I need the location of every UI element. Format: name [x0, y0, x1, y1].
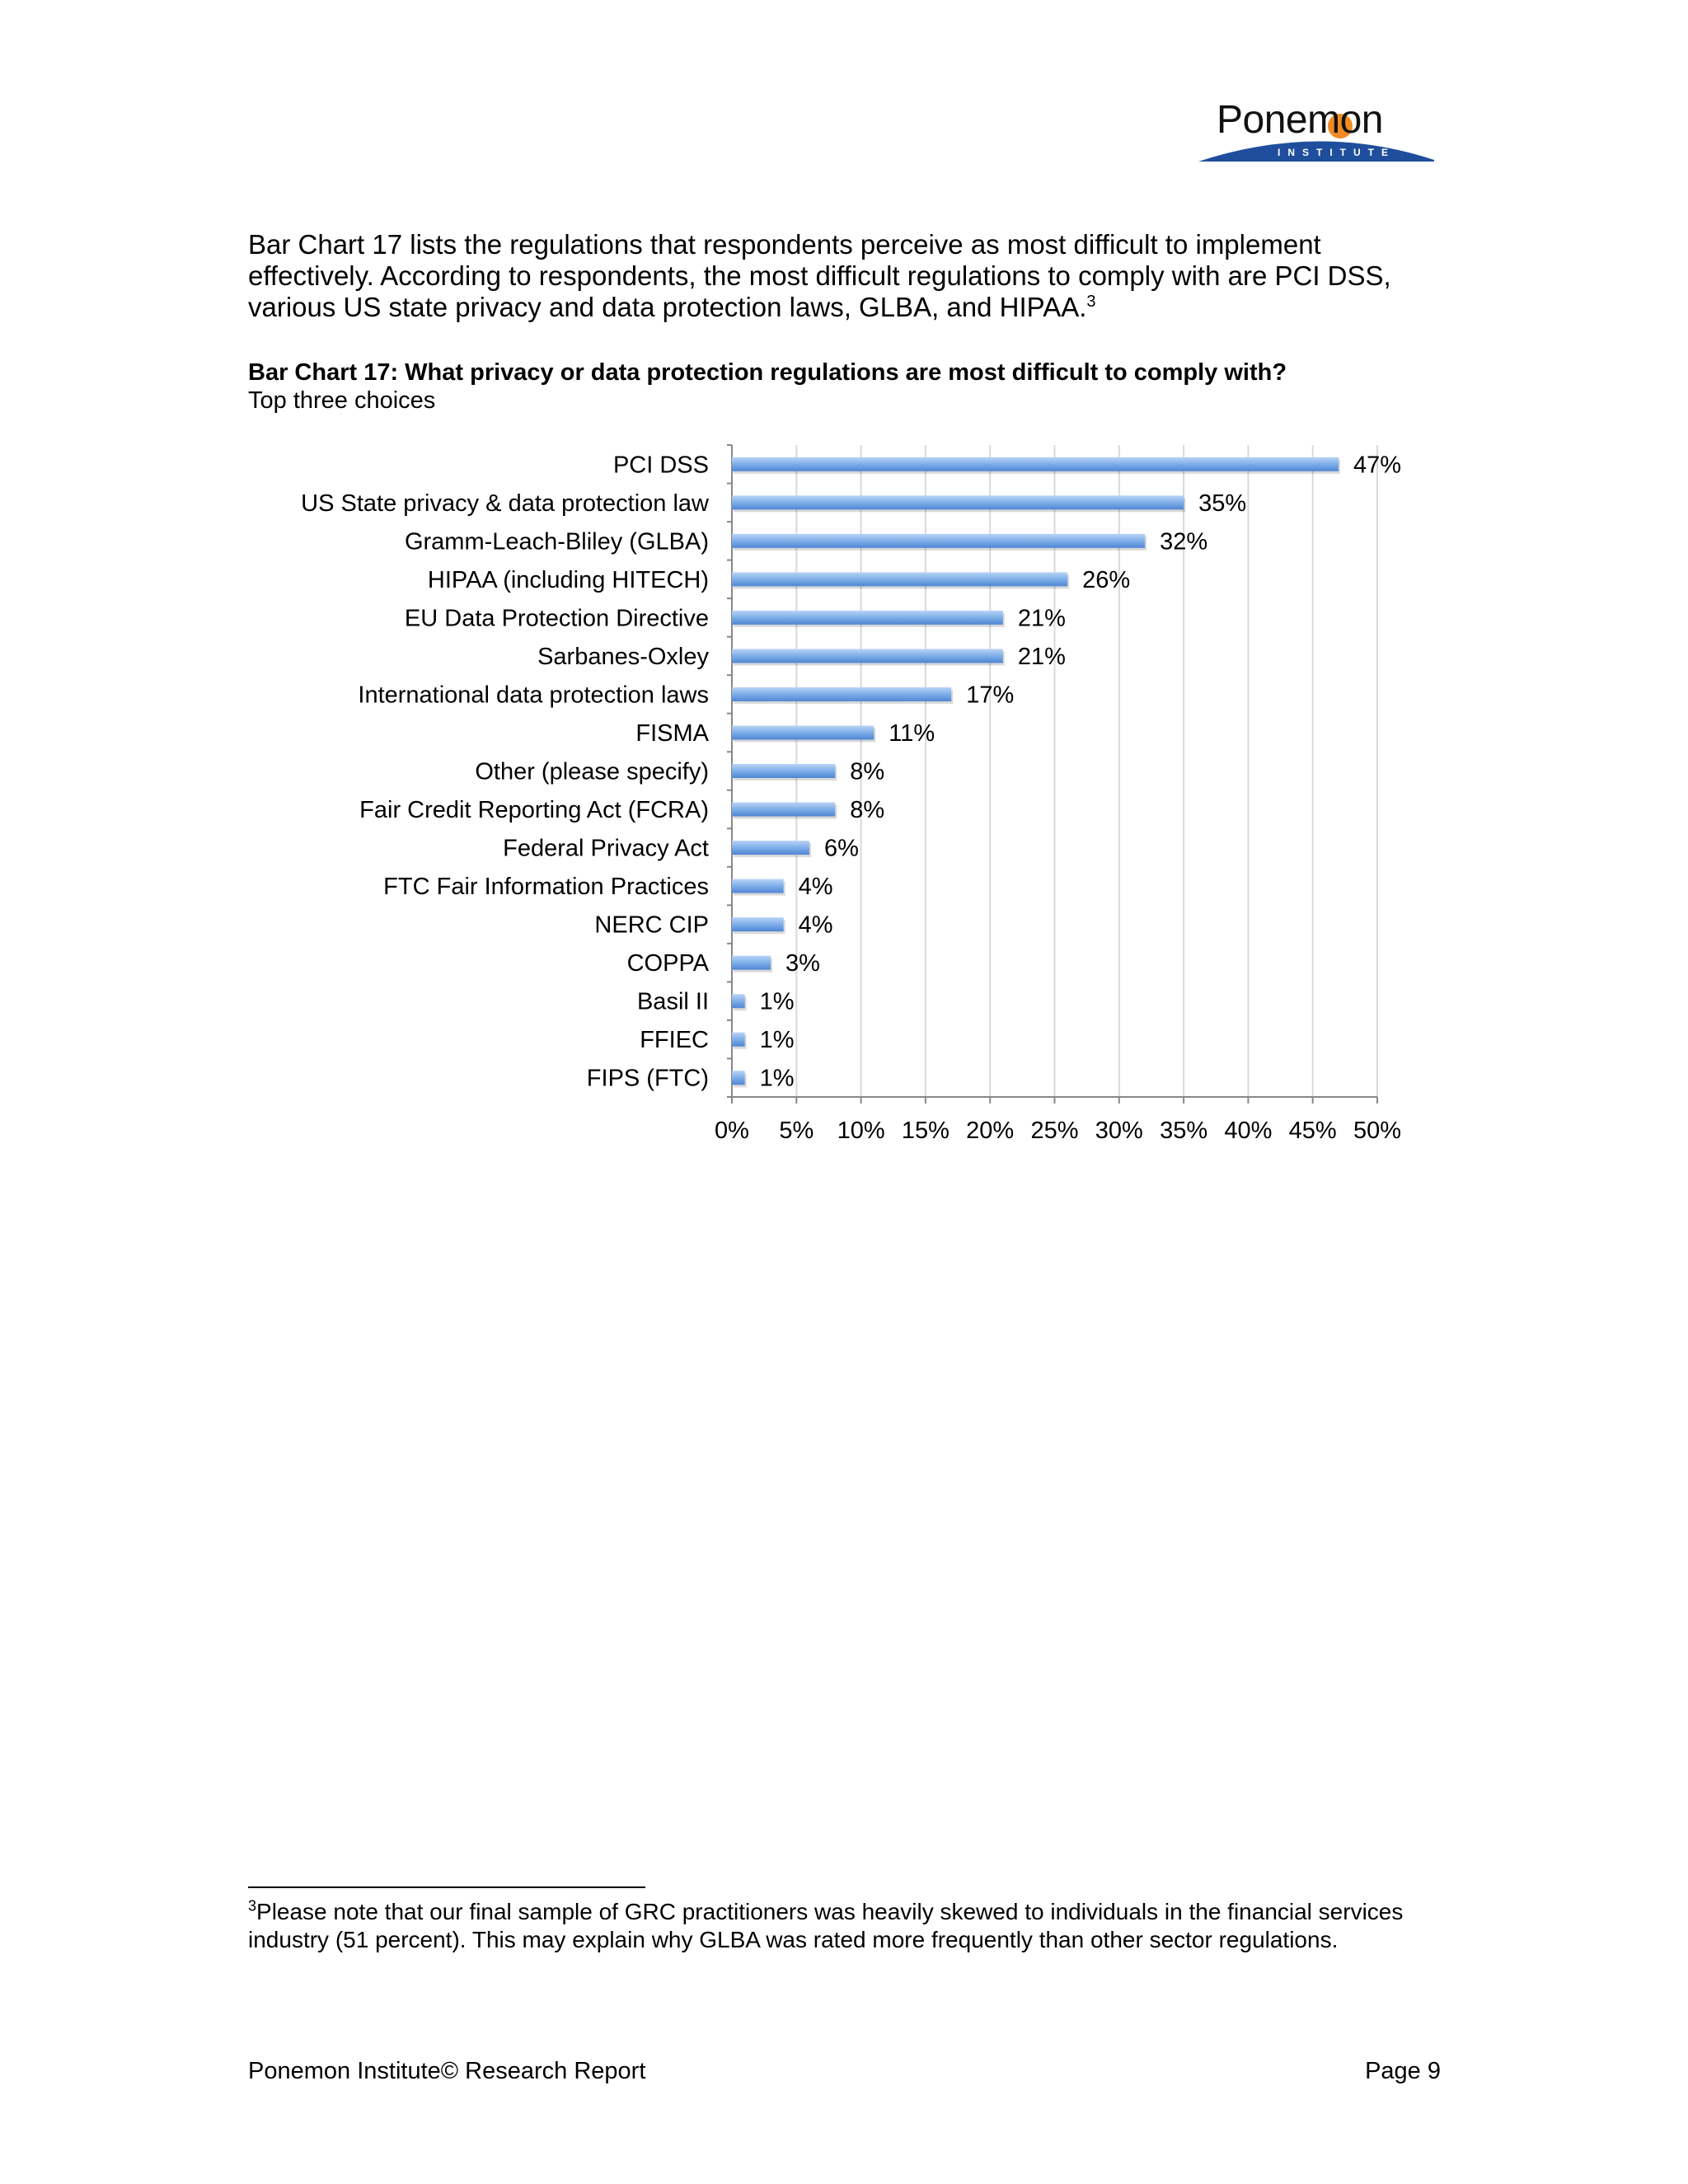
bar — [732, 649, 1003, 663]
bar — [732, 457, 1339, 471]
x-tick-label: 5% — [779, 1118, 814, 1144]
chart-subtitle: Top three choices — [248, 387, 436, 414]
data-label: 3% — [785, 950, 820, 977]
category-label: Fair Credit Reporting Act (FCRA) — [359, 797, 709, 824]
x-tick-label: 0% — [715, 1118, 749, 1144]
category-label: Basil II — [636, 988, 709, 1015]
bar — [732, 841, 809, 855]
bar — [732, 1033, 745, 1047]
bar — [732, 803, 835, 817]
footnote-number: 3 — [248, 1897, 257, 1915]
bar — [732, 611, 1003, 625]
category-label: Other (please specify) — [475, 758, 709, 785]
x-tick-label: 50% — [1353, 1118, 1402, 1144]
footnote — [248, 1898, 1443, 1954]
data-label: 4% — [798, 912, 833, 939]
data-label: 21% — [1017, 605, 1066, 632]
bar — [732, 687, 951, 701]
category-label: Gramm-Leach-Bliley (GLBA) — [404, 528, 709, 555]
bar — [732, 534, 1145, 548]
x-tick-label: 15% — [901, 1118, 950, 1144]
footer-report-name: Ponemon Institute© Research Report — [248, 2058, 646, 2084]
chart-title: Bar Chart 17: What privacy or data protection regulations are most difficult to comply with? — [248, 359, 1287, 386]
data-label: 17% — [966, 682, 1015, 709]
logo-text: Ponemon — [1217, 98, 1383, 142]
category-label: International data protection laws — [358, 682, 709, 709]
data-label: 1% — [759, 1027, 795, 1054]
category-label: FIPS (FTC) — [586, 1065, 709, 1092]
intro-text: Bar Chart 17 lists the regulations that respondents perceive as most difficult to implement effectively. According to respondents, the most difficult regulations to comply with are PCI DSS, various US state privacy and data protection laws, GLBA, and HIPAA. — [248, 229, 1391, 322]
bar — [732, 764, 835, 778]
data-label: 32% — [1160, 528, 1208, 555]
bar — [732, 495, 1184, 509]
data-label: 8% — [850, 797, 885, 824]
intro-footnote-ref: 3 — [1086, 293, 1096, 311]
data-label: 35% — [1198, 490, 1247, 517]
category-label: US State privacy & data protection law — [301, 490, 709, 517]
category-label: PCI DSS — [612, 452, 709, 479]
x-tick-label: 10% — [837, 1118, 885, 1144]
category-label: EU Data Protection Directive — [404, 605, 709, 632]
bar — [732, 994, 745, 1008]
category-label: Sarbanes-Oxley — [537, 643, 709, 670]
logo-subtext: INSTITUTE — [1278, 147, 1395, 158]
data-label: 8% — [850, 758, 885, 785]
x-tick-label: 30% — [1095, 1118, 1143, 1144]
data-label: 1% — [759, 988, 795, 1015]
footer-page-number: Page 9 — [1365, 2058, 1441, 2084]
data-label: 4% — [798, 874, 833, 901]
data-label: 11% — [889, 719, 935, 747]
category-label: Federal Privacy Act — [503, 835, 709, 862]
footnote-divider — [248, 1886, 645, 1888]
category-label: FTC Fair Information Practices — [383, 874, 709, 901]
bar — [732, 917, 784, 931]
bar — [732, 1071, 745, 1085]
category-label: COPPA — [626, 950, 709, 977]
category-label: HIPAA (including HITECH) — [427, 566, 709, 593]
x-tick-label: 25% — [1030, 1118, 1079, 1144]
data-label: 21% — [1017, 643, 1066, 670]
data-label: 47% — [1353, 452, 1402, 479]
data-label: 1% — [759, 1065, 795, 1092]
x-tick-label: 35% — [1160, 1118, 1208, 1144]
data-label: 26% — [1082, 566, 1131, 593]
bar — [732, 725, 874, 739]
bar — [732, 879, 784, 893]
x-tick-label: 40% — [1224, 1118, 1273, 1144]
footnote-text: Please note that our final sample of GRC practitioners was heavily skewed to individuals in the financial services industry (51 percent). This may explain why GLBA was rated more frequently than other sector regulations. — [248, 1899, 1404, 1952]
category-label: FISMA — [635, 719, 709, 747]
bar — [732, 956, 771, 970]
bar — [732, 572, 1067, 586]
category-label: NERC CIP — [594, 912, 709, 939]
category-label: FFIEC — [640, 1027, 709, 1054]
data-label: 6% — [823, 835, 859, 862]
x-tick-label: 45% — [1288, 1118, 1337, 1144]
x-tick-label: 20% — [966, 1118, 1015, 1144]
